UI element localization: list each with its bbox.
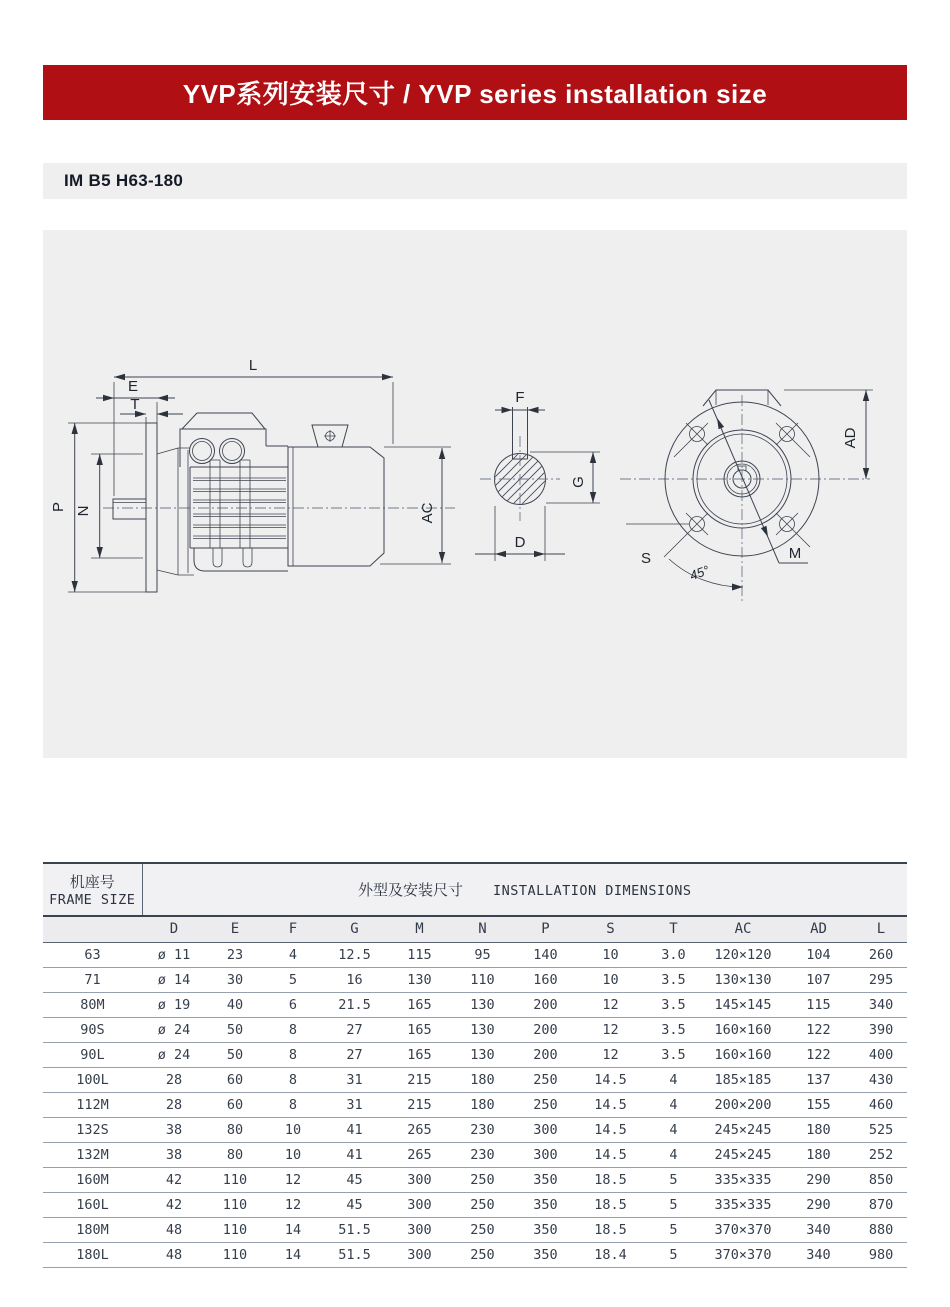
- value-cell: 41: [346, 1146, 363, 1163]
- value-cell: ø 24: [157, 1021, 191, 1038]
- value-cell: 300: [407, 1246, 432, 1263]
- value-cell: 165: [407, 996, 432, 1013]
- value-cell: 525: [868, 1121, 894, 1138]
- value-cell: 245×245: [714, 1146, 772, 1163]
- value-cell: ø 24: [157, 1046, 191, 1063]
- value-cell: 8: [288, 1046, 298, 1063]
- value-cell: 230: [470, 1121, 495, 1138]
- value-cell: 110: [222, 1196, 248, 1213]
- value-cell: ø 19: [157, 996, 191, 1013]
- value-cell: 115: [806, 996, 831, 1013]
- value-cell: 12: [284, 1171, 302, 1188]
- column-header-ac: AC: [734, 921, 752, 938]
- section-label: IM B5 H63-180: [64, 171, 184, 190]
- column-header-l: L: [876, 921, 886, 938]
- angle-label: 45°: [687, 562, 712, 584]
- frame-size-header: [43, 863, 142, 916]
- value-cell: 180: [806, 1146, 831, 1163]
- installation-dimensions-header: [142, 863, 907, 916]
- table-row: [43, 1242, 907, 1267]
- dim-label-m: M: [788, 545, 802, 562]
- value-cell: 460: [868, 1096, 894, 1113]
- value-cell: 130: [407, 971, 432, 988]
- column-header-t: T: [669, 921, 678, 938]
- column-header-n: N: [478, 921, 487, 938]
- value-cell: 245×245: [714, 1121, 772, 1138]
- frame-cell: 180L: [76, 1246, 109, 1263]
- technical-drawing: [43, 230, 907, 758]
- frame-cell: 132S: [76, 1121, 109, 1138]
- frame-cell: 132M: [76, 1146, 109, 1163]
- value-cell: 250: [470, 1171, 495, 1188]
- dim-label-s: S: [640, 550, 652, 567]
- column-header-m: M: [415, 921, 424, 938]
- value-cell: 4: [669, 1071, 678, 1088]
- value-cell: 340: [806, 1221, 831, 1238]
- value-cell: 31: [346, 1071, 363, 1088]
- value-cell: 122: [806, 1046, 831, 1063]
- value-cell: 12: [602, 1046, 619, 1063]
- value-cell: 21.5: [338, 996, 371, 1013]
- value-cell: 104: [806, 946, 831, 963]
- value-cell: 50: [226, 1046, 244, 1063]
- value-cell: 3.0: [661, 946, 686, 963]
- frame-cell: 160M: [76, 1171, 109, 1188]
- value-cell: 3.5: [661, 996, 686, 1013]
- value-cell: 200×200: [714, 1096, 772, 1113]
- frame-cell: 90S: [80, 1021, 105, 1038]
- value-cell: 51.5: [338, 1221, 371, 1238]
- value-cell: 110: [222, 1246, 248, 1263]
- value-cell: 295: [868, 971, 894, 988]
- value-cell: 250: [470, 1221, 495, 1238]
- table-row: [43, 1217, 907, 1242]
- value-cell: 290: [806, 1196, 831, 1213]
- value-cell: 42: [165, 1171, 183, 1188]
- value-cell: 80: [226, 1146, 244, 1163]
- dim-label-d: D: [514, 534, 526, 551]
- value-cell: 130: [470, 1021, 495, 1038]
- column-header-blank: [43, 916, 142, 942]
- value-cell: 45: [346, 1171, 363, 1188]
- value-cell: 130: [470, 996, 495, 1013]
- value-cell: 250: [533, 1096, 558, 1113]
- value-cell: 38: [165, 1121, 183, 1138]
- value-cell: 3.5: [661, 1021, 686, 1038]
- fan-cover: [288, 447, 384, 566]
- value-cell: 250: [470, 1196, 495, 1213]
- value-cell: 18.5: [594, 1171, 627, 1188]
- frame-cell: 90L: [80, 1046, 105, 1063]
- value-cell: 370×370: [714, 1221, 772, 1238]
- value-cell: 260: [868, 946, 894, 963]
- value-cell: 8: [288, 1021, 298, 1038]
- value-cell: 300: [533, 1121, 558, 1138]
- table-row: [43, 1167, 907, 1192]
- value-cell: 165: [407, 1021, 432, 1038]
- column-header-f: F: [288, 921, 298, 938]
- column-header-row: [43, 916, 907, 942]
- value-cell: 18.4: [594, 1246, 627, 1263]
- value-cell: 16: [346, 971, 363, 988]
- value-cell: 340: [806, 1246, 831, 1263]
- shaft-outline: [113, 499, 146, 519]
- value-cell: 180: [470, 1071, 495, 1088]
- value-cell: 300: [533, 1146, 558, 1163]
- value-cell: 5: [669, 1196, 678, 1213]
- value-cell: 14: [284, 1221, 302, 1238]
- frame-cell: 180M: [76, 1221, 109, 1238]
- table-header-row: [43, 863, 907, 916]
- value-cell: 160×160: [714, 1021, 772, 1038]
- column-header-p: P: [541, 921, 550, 938]
- value-cell: 18.5: [594, 1196, 627, 1213]
- frame-cell: 63: [84, 946, 101, 963]
- value-cell: 48: [165, 1221, 183, 1238]
- page-title: YVP系列安装尺寸 / YVP series installation size: [182, 79, 768, 109]
- value-cell: 95: [474, 946, 491, 963]
- table-row: [43, 1092, 907, 1117]
- frame-cell: 112M: [76, 1096, 109, 1113]
- page-title-banner: [43, 65, 907, 120]
- value-cell: 8: [288, 1096, 298, 1113]
- table-row: [43, 1142, 907, 1167]
- value-cell: 340: [868, 996, 894, 1013]
- table-row: [43, 942, 907, 967]
- value-cell: 14.5: [594, 1146, 627, 1163]
- value-cell: 350: [533, 1171, 558, 1188]
- value-cell: 155: [806, 1096, 831, 1113]
- value-cell: 137: [806, 1071, 831, 1088]
- column-header-d: D: [169, 921, 179, 938]
- value-cell: 40: [226, 996, 244, 1013]
- value-cell: 160×160: [714, 1046, 772, 1063]
- value-cell: 980: [868, 1246, 894, 1263]
- table-row: [43, 967, 907, 992]
- value-cell: 160: [533, 971, 558, 988]
- value-cell: 14: [284, 1246, 302, 1263]
- value-cell: 38: [165, 1146, 183, 1163]
- value-cell: 120×120: [714, 946, 772, 963]
- value-cell: 8: [288, 1071, 298, 1088]
- value-cell: 10: [602, 971, 619, 988]
- value-cell: 165: [407, 1046, 432, 1063]
- value-cell: 200: [533, 1021, 558, 1038]
- value-cell: 185×185: [714, 1071, 772, 1088]
- value-cell: 10: [602, 946, 619, 963]
- value-cell: 130: [470, 1046, 495, 1063]
- value-cell: 250: [470, 1246, 495, 1263]
- dim-label-f: F: [515, 389, 525, 406]
- value-cell: 335×335: [714, 1171, 772, 1188]
- value-cell: 30: [226, 971, 244, 988]
- dim-label-ad: AD: [842, 427, 859, 449]
- column-header-e: E: [230, 921, 240, 938]
- value-cell: 14.5: [594, 1121, 627, 1138]
- value-cell: 3.5: [661, 971, 686, 988]
- value-cell: 12: [602, 1021, 619, 1038]
- value-cell: 10: [284, 1146, 302, 1163]
- value-cell: 230: [470, 1146, 495, 1163]
- dims-header-en: INSTALLATION DIMENSIONS: [493, 883, 692, 899]
- value-cell: 390: [868, 1021, 894, 1038]
- value-cell: 140: [533, 946, 558, 963]
- value-cell: 27: [346, 1021, 363, 1038]
- value-cell: 5: [288, 971, 298, 988]
- value-cell: 12: [284, 1196, 302, 1213]
- value-cell: 200: [533, 996, 558, 1013]
- value-cell: 12: [602, 996, 619, 1013]
- value-cell: 5: [669, 1221, 678, 1238]
- value-cell: 3.5: [661, 1046, 686, 1063]
- value-cell: 215: [407, 1071, 432, 1088]
- value-cell: 300: [407, 1171, 432, 1188]
- value-cell: 110: [470, 971, 495, 988]
- drawing-panel: [43, 230, 907, 758]
- value-cell: 350: [533, 1221, 558, 1238]
- column-header-s: S: [606, 921, 615, 938]
- value-cell: 41: [346, 1121, 363, 1138]
- value-cell: 27: [346, 1046, 363, 1063]
- dims-header-zh: 外型及安装尺寸: [358, 882, 464, 899]
- dim-label-e: E: [127, 378, 139, 395]
- frame-cell: 100L: [76, 1071, 109, 1088]
- value-cell: 265: [407, 1121, 432, 1138]
- value-cell: 4: [669, 1096, 678, 1113]
- value-cell: 122: [806, 1021, 831, 1038]
- frame-cell: 71: [84, 971, 101, 988]
- value-cell: 60: [226, 1096, 244, 1113]
- value-cell: 23: [226, 946, 244, 963]
- value-cell: 370×370: [714, 1246, 772, 1263]
- dim-label-ac: AC: [419, 502, 436, 524]
- value-cell: 290: [806, 1171, 831, 1188]
- value-cell: 14.5: [594, 1096, 627, 1113]
- column-header-ad: AD: [810, 921, 827, 938]
- value-cell: 350: [533, 1196, 558, 1213]
- value-cell: 4: [669, 1146, 678, 1163]
- value-cell: 18.5: [594, 1221, 627, 1238]
- value-cell: 45: [346, 1196, 363, 1213]
- value-cell: 850: [868, 1171, 894, 1188]
- value-cell: 130×130: [714, 971, 772, 988]
- dim-label-l: L: [248, 357, 258, 374]
- dim-label-g: G: [570, 476, 587, 488]
- value-cell: 4: [288, 946, 298, 963]
- value-cell: 60: [226, 1071, 244, 1088]
- value-cell: ø 14: [157, 971, 191, 988]
- value-cell: 107: [806, 971, 831, 988]
- value-cell: 42: [165, 1196, 183, 1213]
- value-cell: 180: [806, 1121, 831, 1138]
- value-cell: 48: [165, 1246, 183, 1263]
- table-row: [43, 1017, 907, 1042]
- table-row: [43, 1067, 907, 1092]
- section-label-bar: [43, 163, 907, 199]
- dimensions-table: [43, 862, 907, 1268]
- value-cell: 110: [222, 1171, 248, 1188]
- value-cell: 350: [533, 1246, 558, 1263]
- value-cell: 215: [407, 1096, 432, 1113]
- flange-plate: [146, 423, 157, 592]
- value-cell: 5: [669, 1246, 678, 1263]
- table-row: [43, 1117, 907, 1142]
- value-cell: 110: [222, 1221, 248, 1238]
- value-cell: 115: [407, 946, 432, 963]
- table-row: [43, 1192, 907, 1217]
- value-cell: 28: [165, 1071, 183, 1088]
- value-cell: 12.5: [338, 946, 371, 963]
- frame-cell: 160L: [76, 1196, 109, 1213]
- value-cell: 250: [533, 1071, 558, 1088]
- value-cell: 145×145: [714, 996, 772, 1013]
- value-cell: 28: [165, 1096, 183, 1113]
- dim-label-t: T: [130, 396, 140, 413]
- value-cell: 31: [346, 1096, 363, 1113]
- table-row: [43, 1042, 907, 1067]
- value-cell: 252: [868, 1146, 894, 1163]
- value-cell: 265: [407, 1146, 432, 1163]
- value-cell: 180: [470, 1096, 495, 1113]
- value-cell: 5: [669, 1171, 678, 1188]
- value-cell: 300: [407, 1221, 432, 1238]
- table-body: [43, 942, 907, 1267]
- dim-label-p: P: [50, 501, 67, 513]
- value-cell: 80: [226, 1121, 244, 1138]
- value-cell: 200: [533, 1046, 558, 1063]
- column-header-g: G: [350, 921, 359, 938]
- value-cell: 430: [868, 1071, 894, 1088]
- frame-size-header-en: FRAME SIZE: [49, 892, 136, 908]
- value-cell: 50: [226, 1021, 244, 1038]
- value-cell: 335×335: [714, 1196, 772, 1213]
- value-cell: 14.5: [594, 1071, 627, 1088]
- value-cell: 10: [284, 1121, 302, 1138]
- frame-cell: 80M: [80, 996, 105, 1013]
- value-cell: 4: [669, 1121, 678, 1138]
- dim-label-n: N: [75, 505, 92, 517]
- table-row: [43, 992, 907, 1017]
- value-cell: 300: [407, 1196, 432, 1213]
- value-cell: 51.5: [338, 1246, 371, 1263]
- value-cell: ø 11: [157, 946, 191, 963]
- value-cell: 6: [288, 996, 298, 1013]
- value-cell: 880: [868, 1221, 894, 1238]
- value-cell: 870: [868, 1196, 894, 1213]
- value-cell: 400: [868, 1046, 894, 1063]
- frame-size-header-zh: 机座号: [69, 874, 115, 891]
